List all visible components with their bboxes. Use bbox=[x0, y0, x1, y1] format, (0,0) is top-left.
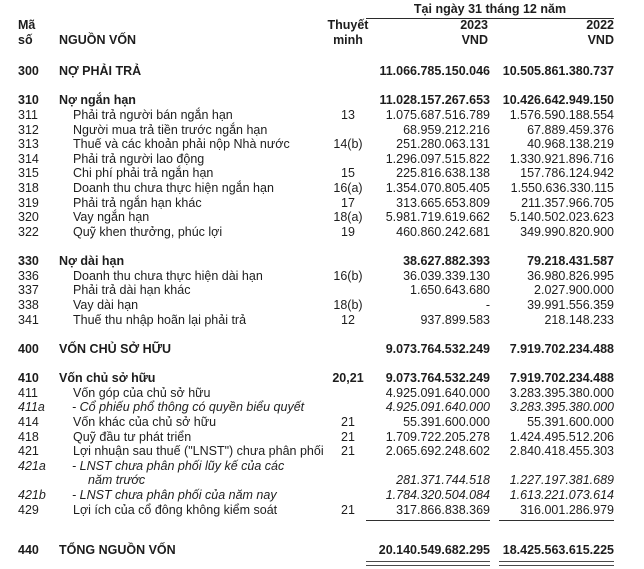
row-value-2022: 1.330.921.896.716 bbox=[509, 151, 614, 166]
row-code: 421b bbox=[18, 488, 46, 503]
row-name: Quỹ đầu tư phát triển bbox=[73, 429, 192, 444]
row-value-2022: 7.919.702.234.488 bbox=[509, 371, 614, 386]
row-code: 318 bbox=[18, 180, 39, 195]
row-name: - LNST chưa phân phối của năm nay bbox=[72, 488, 277, 503]
table-row bbox=[0, 254, 644, 269]
row-name: Vốn khác của chủ sở hữu bbox=[73, 415, 217, 430]
row-value-2022: 211.357.966.705 bbox=[521, 195, 614, 210]
row-note: 15 bbox=[341, 166, 355, 181]
table-row bbox=[0, 137, 644, 152]
table-row bbox=[0, 210, 644, 225]
row-code: 411a bbox=[18, 400, 45, 415]
row-code: 310 bbox=[18, 93, 39, 108]
row-name: Thuế và các khoản phải nộp Nhà nước bbox=[73, 137, 290, 152]
table-row bbox=[0, 269, 644, 284]
table-row bbox=[0, 108, 644, 123]
row-note: 21 bbox=[341, 429, 355, 444]
row-note bbox=[330, 93, 366, 108]
row-value-2022: 67.889.459.376 bbox=[527, 122, 614, 137]
row-value-2023: 68.959.212.216 bbox=[403, 122, 490, 137]
row-name: Vay dài hạn bbox=[73, 297, 139, 312]
row-value-2023: 1.354.070.805.405 bbox=[385, 180, 490, 195]
row-value-2023: 313.665.653.809 bbox=[396, 195, 490, 210]
row-code: 314 bbox=[18, 151, 39, 166]
row-note bbox=[330, 283, 366, 298]
row-value-2023: 1.075.687.516.789 bbox=[385, 107, 490, 122]
row-name: NỢ PHẢI TRẢ bbox=[59, 64, 142, 78]
table-row bbox=[0, 503, 644, 518]
row-name: Vay ngắn hạn bbox=[73, 210, 150, 225]
row-value-2022: 10.505.861.380.737 bbox=[502, 64, 614, 78]
table-row bbox=[0, 444, 644, 459]
row-code: 429 bbox=[18, 502, 39, 517]
period-header: Tại ngày 31 tháng 12 năm bbox=[413, 2, 567, 16]
year-2023-header: 2023 bbox=[460, 18, 488, 32]
row-value-2022: 2.027.900.000 bbox=[534, 283, 614, 298]
row-note bbox=[330, 386, 366, 401]
row-note: 19 bbox=[341, 224, 355, 239]
row-code: 320 bbox=[18, 210, 39, 225]
row-value-2022: 316.001.286.979 bbox=[520, 502, 614, 517]
row-name: Doanh thu chưa thực hiện ngắn hạn bbox=[73, 180, 274, 195]
row-code: 315 bbox=[18, 166, 39, 181]
row-value-2022: 5.140.502.023.623 bbox=[509, 210, 614, 225]
row-name: Thuế thu nhập hoãn lại phải trả bbox=[73, 312, 247, 327]
row-name: Nợ dài hạn bbox=[59, 254, 125, 269]
table-body bbox=[0, 64, 644, 567]
row-value-2023: 2.065.692.248.602 bbox=[385, 444, 490, 459]
row-value-2023: 38.627.882.393 bbox=[403, 254, 490, 269]
row-value-2022: 157.786.124.942 bbox=[520, 166, 614, 181]
currency-2022-header: VND bbox=[587, 33, 614, 47]
row-value-2022: 1.576.590.188.554 bbox=[509, 107, 614, 122]
row-note bbox=[330, 543, 366, 558]
table-row bbox=[0, 166, 644, 181]
row-value-2023: 1.650.643.680 bbox=[410, 283, 490, 298]
row-note: 18(a) bbox=[333, 210, 363, 225]
row-value-2023 bbox=[366, 459, 490, 474]
row-name: - Cổ phiếu phổ thông có quyền biểu quyết bbox=[72, 400, 305, 415]
row-code bbox=[18, 473, 59, 488]
table-row bbox=[0, 342, 644, 357]
row-value-2023: 4.925.091.640.000 bbox=[385, 385, 490, 400]
row-value-2022: 39.991.556.359 bbox=[527, 297, 614, 312]
row-note bbox=[330, 473, 366, 488]
row-value-2023: 9.073.764.532.249 bbox=[385, 341, 490, 356]
row-note bbox=[330, 152, 366, 167]
table-row bbox=[0, 386, 644, 401]
row-name: Chi phí phải trả ngắn hạn bbox=[73, 166, 214, 181]
row-name: - LNST chưa phân phối lũy kế của các bbox=[72, 458, 285, 473]
table-row bbox=[0, 459, 644, 474]
table-row bbox=[0, 64, 644, 79]
row-value-2023: 460.860.242.681 bbox=[396, 224, 490, 239]
row-code: 418 bbox=[18, 429, 39, 444]
row-code: 313 bbox=[18, 137, 39, 152]
row-name: VỐN CHỦ SỞ HỮU bbox=[59, 341, 172, 356]
row-note: 17 bbox=[341, 195, 355, 210]
row-code: 440 bbox=[18, 543, 39, 558]
row-name: TỔNG NGUỒN VỐN bbox=[59, 543, 176, 558]
row-code: 421 bbox=[18, 444, 39, 459]
row-note bbox=[330, 400, 366, 415]
row-note: 20,21 bbox=[332, 371, 364, 386]
row-value-2023: 11.028.157.267.653 bbox=[379, 93, 490, 108]
row-value-2023: 36.039.339.130 bbox=[403, 268, 490, 283]
row-name: Phải trả người bán ngắn hạn bbox=[73, 107, 233, 122]
row-name: Lợi ích của cổ đông không kiểm soát bbox=[73, 502, 278, 517]
row-note: 18(b) bbox=[333, 297, 363, 312]
year-2022-header: 2022 bbox=[586, 18, 614, 32]
row-code: 400 bbox=[18, 341, 39, 356]
name-column-header: NGUỒN VỐN bbox=[59, 33, 137, 47]
row-code: 338 bbox=[18, 297, 39, 312]
row-value-2023: 225.816.638.138 bbox=[396, 166, 490, 181]
row-name: Phải trả ngắn hạn khác bbox=[73, 195, 202, 210]
row-value-2022: 1.424.495.512.206 bbox=[509, 429, 614, 444]
row-value-2022: 349.990.820.900 bbox=[520, 224, 614, 239]
row-note: 13 bbox=[341, 107, 355, 122]
row-note: 21 bbox=[341, 415, 355, 430]
table-row bbox=[0, 473, 644, 488]
row-value-2023: 20.140.549.682.295 bbox=[378, 543, 490, 558]
table-row bbox=[0, 283, 644, 298]
row-code: 330 bbox=[18, 254, 39, 269]
total-double-underline bbox=[0, 558, 644, 567]
row-name: Doanh thu chưa thực hiện dài hạn bbox=[73, 268, 263, 283]
code-column-header-line1: Mã bbox=[18, 18, 36, 32]
table-row bbox=[0, 196, 644, 211]
table-row bbox=[0, 152, 644, 167]
row-note bbox=[330, 342, 366, 357]
row-value-2022: 10.426.642.949.150 bbox=[502, 93, 614, 108]
table-row bbox=[0, 298, 644, 313]
row-name: Phải trả người lao động bbox=[73, 151, 205, 166]
row-value-2022: 3.283.395.380.000 bbox=[509, 385, 614, 400]
table-row bbox=[0, 430, 644, 445]
row-value-2023: 5.981.719.619.662 bbox=[385, 210, 490, 225]
table-row bbox=[0, 400, 644, 415]
table-row bbox=[0, 371, 644, 386]
row-value-2023: 937.899.583 bbox=[420, 312, 490, 327]
row-note bbox=[330, 64, 366, 79]
row-note bbox=[330, 488, 366, 503]
table-row bbox=[0, 225, 644, 240]
row-code: 421a bbox=[18, 458, 46, 473]
row-code: 311 bbox=[18, 107, 38, 122]
row-value-2022: 40.968.138.219 bbox=[527, 137, 614, 152]
row-value-2023: 11.066.785.150.046 bbox=[379, 64, 490, 78]
row-code: 312 bbox=[18, 122, 39, 137]
row-name: Phải trả dài hạn khác bbox=[73, 283, 191, 298]
row-value-2023: 1.784.320.504.084 bbox=[385, 488, 490, 503]
table-row bbox=[0, 93, 644, 108]
row-value-2022: 2.840.418.455.303 bbox=[509, 444, 614, 459]
table-row bbox=[0, 415, 644, 430]
row-value-2022: 36.980.826.995 bbox=[527, 268, 614, 283]
row-value-2022: 18.425.563.615.225 bbox=[502, 543, 614, 558]
table-row bbox=[0, 543, 644, 558]
row-value-2022: 55.391.600.000 bbox=[527, 415, 614, 430]
row-name: Nợ ngắn hạn bbox=[59, 93, 136, 108]
row-value-2023: 1.296.097.515.822 bbox=[385, 151, 490, 166]
table-row bbox=[0, 313, 644, 328]
row-value-2023: 9.073.764.532.249 bbox=[385, 371, 490, 386]
row-name: Vốn chủ sở hữu bbox=[59, 371, 156, 386]
row-value-2022: 1.227.197.381.689 bbox=[509, 473, 614, 488]
currency-2023-header: VND bbox=[461, 33, 488, 47]
row-value-2022: 1.550.636.330.115 bbox=[510, 180, 614, 195]
total-separator-line bbox=[0, 517, 644, 528]
row-note: 21 bbox=[341, 502, 355, 517]
row-name: Quỹ khen thưởng, phúc lợi bbox=[73, 224, 223, 239]
row-value-2023: 281.371.744.518 bbox=[396, 473, 490, 488]
row-note bbox=[330, 123, 366, 138]
row-code: 300 bbox=[18, 64, 39, 78]
row-value-2022: 7.919.702.234.488 bbox=[509, 341, 614, 356]
row-note: 16(b) bbox=[333, 268, 363, 283]
row-value-2023: 55.391.600.000 bbox=[403, 415, 490, 430]
row-code: 410 bbox=[18, 371, 39, 386]
row-note: 21 bbox=[341, 444, 355, 459]
row-value-2023: 317.866.838.369 bbox=[396, 502, 490, 517]
row-code: 341 bbox=[18, 312, 39, 327]
row-value-2022: 3.283.395.380.000 bbox=[509, 400, 614, 415]
row-name: Người mua trả tiền trước ngắn hạn bbox=[73, 122, 268, 137]
row-code: 337 bbox=[18, 283, 39, 298]
row-note: 14(b) bbox=[333, 137, 363, 152]
row-note bbox=[330, 459, 366, 474]
row-name: Lợi nhuận sau thuế ("LNST") chưa phân phối bbox=[73, 444, 324, 459]
row-note bbox=[330, 254, 366, 269]
row-value-2022: 79.218.431.587 bbox=[527, 254, 614, 269]
note-column-header-line1: Thuyết bbox=[327, 18, 369, 32]
row-value-2023: 4.925.091.640.000 bbox=[385, 400, 490, 415]
row-name: Vốn góp của chủ sở hữu bbox=[73, 385, 211, 400]
row-value-2023: 1.709.722.205.278 bbox=[385, 429, 490, 444]
note-column-header-line2: minh bbox=[333, 33, 363, 47]
row-note: 16(a) bbox=[333, 180, 363, 195]
row-code: 319 bbox=[18, 195, 39, 210]
row-name: năm trước bbox=[88, 473, 146, 488]
row-code: 414 bbox=[18, 415, 39, 430]
row-value-2022 bbox=[490, 459, 614, 474]
row-code: 411 bbox=[18, 385, 38, 400]
table-row bbox=[0, 181, 644, 196]
row-value-2023: 251.280.063.131 bbox=[396, 137, 490, 152]
table-row bbox=[0, 488, 644, 503]
code-column-header-line2: số bbox=[18, 33, 33, 47]
row-note: 12 bbox=[341, 312, 355, 327]
row-value-2023: - bbox=[485, 297, 490, 312]
row-code: 322 bbox=[18, 224, 39, 239]
table-row bbox=[0, 123, 644, 138]
row-value-2022: 218.148.233 bbox=[544, 312, 614, 327]
row-code: 336 bbox=[18, 268, 39, 283]
row-value-2022: 1.613.221.073.614 bbox=[509, 488, 614, 503]
